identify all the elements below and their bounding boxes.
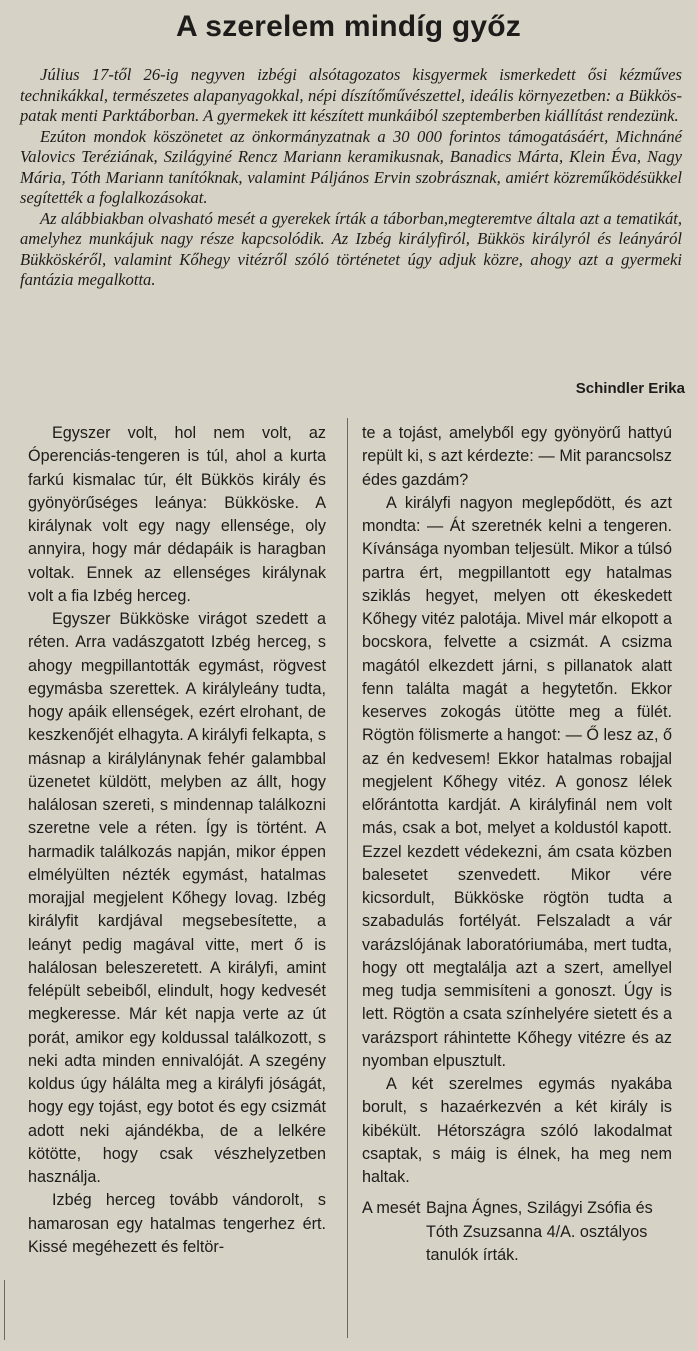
intro-paragraph: Az alábbiakban olvasható mesét a gyerekek írták a táborban,megteremtve általa azt a tematikát, amelyhez munkájuk nagy része kapcsolódik. Az Izbég királyfiról, Bükkös királyról és leányáról Bükköskéről, valamint Kőhegy vitézről szóló történetet úgy adjuk közre, ahogy azt a gyermeki fantázia megalkotta. [20,208,682,289]
article-intro [20,65,682,291]
story-credits [362,1197,672,1267]
story-paragraph: A királyfi nagyon meglepődött, és azt mondta: — Át szeretnék kelni a tengeren. Kívánsága nyomban teljesült. Mikor a túlsó partra ért, megpillantott egy hatalmas sziklás hegyet, melyen ott ékeskedett Kőhegy vitéz palotája. Mivel már elkopott a bocskora, felvette a csizmát. A csizma magától elkezdett járni, s pillanatok alatt fenn találta magát a hegytetőn. Ekkor keserves zokogás ütötte meg a fülét. Rögtön fölismerte a hangot: — Ő lesz az, ő az én kedvesem! Ekkor hatalmas robajjal megjelent Kőhegy vitéz. A gonosz lélek előrántotta kardját. A királyfinál nem volt más, csak a bot, melyet a koldustól kapott. Ezzel kezdett védekezni, ám csata közben balesetet szenvedett. Mikor vére kicsordult, Bükköske rögtön tudta a szabadulás fortélyát. Felszaladt a vár varázslójának laboratóriumába, mert tudta, hogy ott megtalálja azt a szert, amellyel meg tudja semmisíteni a gonoszt. Úgy is lett. Rögtön a csata színhelyére sietett és a varázsport ráhintette Kőhegy vitézre és az nyomban elpusztult. [362,493,672,1070]
story-column-right [362,422,672,1267]
credits-authors: Bajna Ágnes, Szilágyi Zsófia és Tóth Zsuzsanna 4/A. osztályos tanulók írták. [426,1199,653,1264]
intro-paragraph: Ezúton mondok köszönetet az önkormányzatnak a 30 000 forintos támogatásáért, Michnáné Valovics Teréziának, Szilágyiné Rencz Mariann keramikusnak, Banadics Márta, Klein Éva, Nagy Mária, Tóth Mariann tanítóknak, valamint Páljános Ervin szobrásznak, amiért közreműködésükkel segítették a foglalkozásokat. [20,126,682,207]
intro-paragraph: Július 17-től 26-ig negyven izbégi alsótagozatos kisgyermek ismerkedett ősi kézműves technikákkal, természetes alapanyagokkal, népi díszítőművészettel, ideális környezetben: a Bükkös-patak menti Parktáborban. A gyermekek itt készített munkáiból szeptemberben kiállítást rendezünk. [20,65,682,125]
credits-label: A mesét [362,1199,421,1218]
story-column-left [28,422,326,1259]
story-paragraph: Izbég herceg tovább vándorolt, s hamarosan egy hatalmas tengerhez ért. Kissé megéhezett és feltör- [28,1191,326,1256]
column-divider [347,418,348,1338]
story-paragraph: te a tojást, amelyből egy gyönyörű hattyú repült ki, s azt kérdezte: — Mit parancsolsz édes gazdám? [362,424,672,489]
article-title: A szerelem mindíg győz [175,10,522,43]
story-paragraph: Egyszer volt, hol nem volt, az Óperenciás-tengeren is túl, ahol a kurta farkú kismalac túr, élt Bükkös király és gyönyörűséges leánya: Bükköske. A királynak volt egy nagy ellensége, oly annyira, hogy már dédapáik is haragban voltak. Ennek az ellenséges királynak volt a fia Izbég herceg. [28,424,326,605]
story-paragraph: A két szerelmes egymás nyakába borult, s hazaérkezvén a két király is kibékült. Hétországra szóló lakodalmat csaptak, s máig is élnek, ha meg nem haltak. [362,1075,672,1186]
margin-rule [4,1280,5,1340]
story-paragraph: Egyszer Bükköske virágot szedett a réten. Arra vadászgatott Izbég herceg, s ahogy megpillantották egymást, rögvest egymásba szerettek. A királyleány tudta, hogy apáik ellenségek, ezért elrohant, de keszkenőjét elhagyta. A királyfi felkapta, s másnap a királylánynak fehér galambbal üzenetet küldött, melyben az állt, hogy halálosan szereti, s mindennap találkozni szeretne vele a réten. Így is történt. A harmadik találkozás napján, mikor éppen elmélyülten nézték egymást, hatalmas morajjal megjelent Kőhegy lovag. Izbég királyfit kardjával megsebesítette, a leányt pedig magával vitte, mert ő is halálosan beleszeretett. A királyfi, amint felépült sebeiből, elindult, hogy kedvesét megkeresse. Már két napja verte az út porát, amikor egy koldussal találkozott, s neki adta minden ennivalóját. A szegény koldus úgy hálálta meg a királyfi jóságát, hogy egy tojást, egy botot és egy csizmát adott neki ajándékba, de a lelkére kötötte, hogy csak vészhelyzetben használja. [28,610,326,1186]
author-signature: Schindler Erika [575,380,685,397]
